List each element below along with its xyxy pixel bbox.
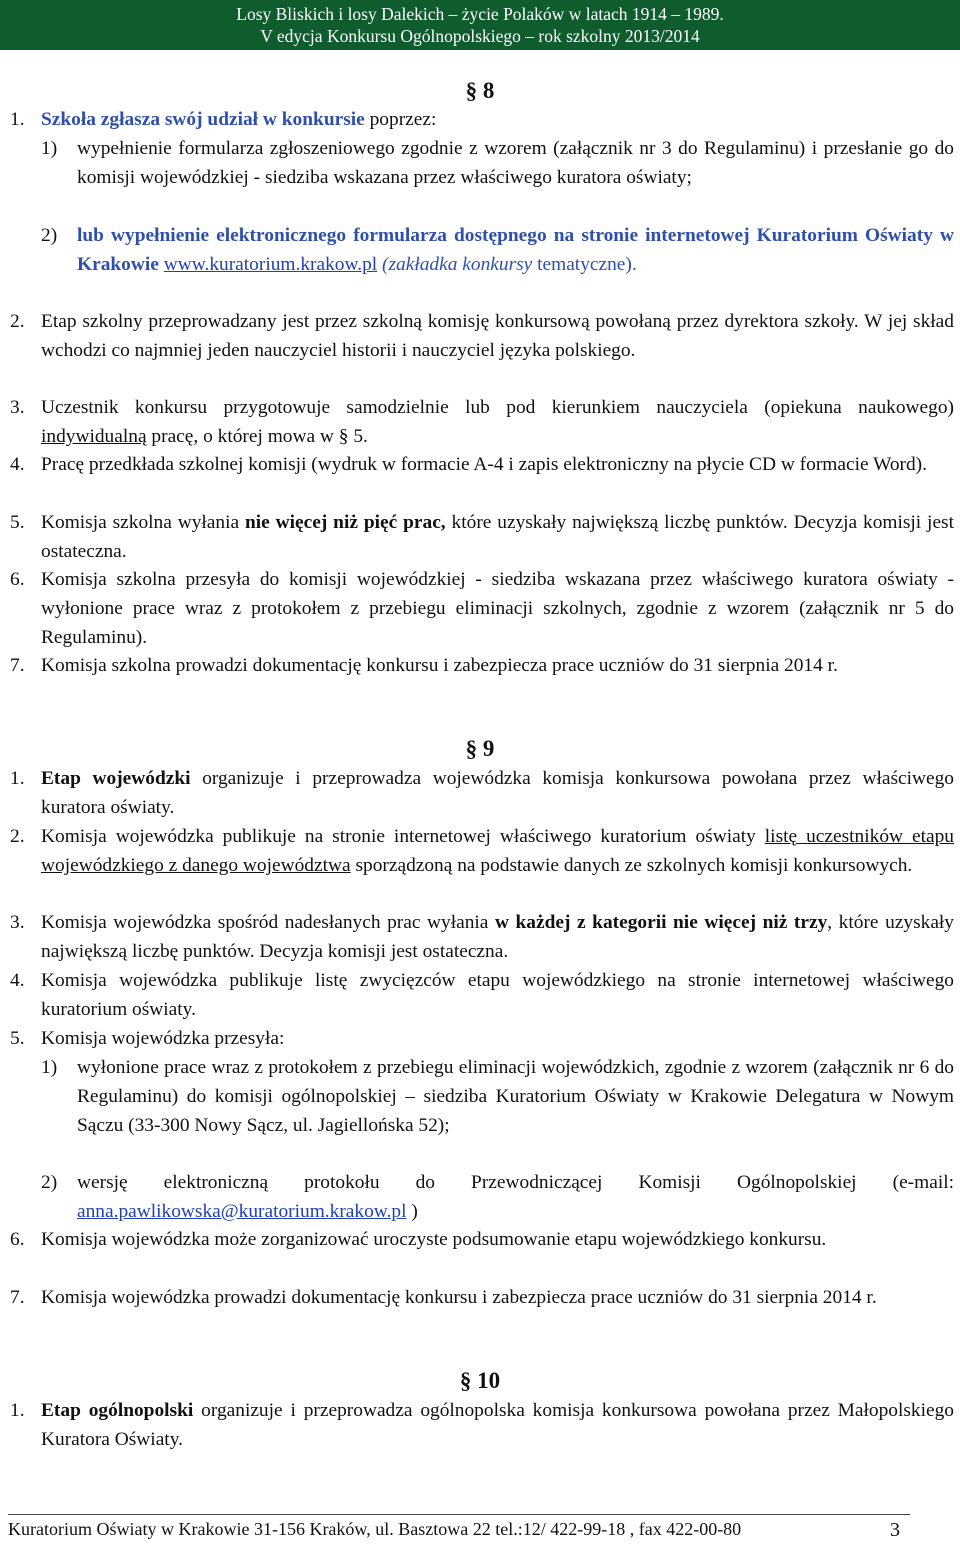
s9-point-1	[10, 765, 954, 823]
s8-point-3-text: Uczestnik konkursu przygotowuje samodzielnie lub pod kierunkiem nauczyciela (opiekuna naukowego)	[41, 397, 954, 418]
s10-point-1-number: 1.	[10, 1400, 25, 1421]
s8-point-6	[10, 566, 954, 652]
s9-point-2	[10, 823, 954, 881]
s8-sub-1	[41, 135, 954, 193]
s8-point-1-number: 1.	[10, 109, 25, 130]
s8-point-5-text: Komisja szkolna wyłania	[41, 512, 245, 533]
s8-point-2-text: Etap szkolny przeprowadzany jest przez szkolną komisję konkursową powołaną przez dyrektora szkoły. W jej skład wchodzi co najmniej jeden nauczyciel historii i nauczyciel języka polskiego.	[41, 311, 954, 361]
header-subtitle: V edycja Konkursu Ogólnopolskiego – rok szkolny 2013/2014	[260, 26, 700, 46]
s9-point-3-bold: w każdej z kategorii nie więcej niż trzy	[494, 912, 828, 933]
kuratorium-website-link[interactable]: www.kuratorium.krakow.pl	[163, 253, 378, 275]
s9-point-7	[10, 1284, 954, 1313]
section-10-heading: § 10	[459, 1368, 501, 1393]
s9-point-3	[10, 909, 954, 967]
s8-point-6-text: Komisja szkolna przesyła do komisji wojewódzkiej - siedziba wskazana przez właściwego kuratora oświaty - wyłonione prace wraz z protokołem z przebiegu eliminacji szkolnych, zgodnie z wzorem (załącznik nr 5 do Regulaminu).	[41, 569, 954, 648]
s9-sub-2-number: 2)	[41, 1172, 58, 1193]
footer-divider	[8, 1514, 910, 1515]
s9-point-5	[10, 1025, 954, 1054]
s9-sub-1	[41, 1054, 954, 1140]
s9-sub-1-number: 1)	[41, 1057, 58, 1078]
s8-point-3	[10, 394, 954, 452]
s8-point-3-number: 3.	[10, 397, 25, 418]
s9-sub-2	[41, 1169, 954, 1227]
header-title: Losy Bliskich i losy Dalekich – życie Polaków w latach 1914 – 1989.	[236, 4, 724, 24]
email-link[interactable]: anna.pawlikowska@kuratorium.krakow.pl	[77, 1200, 407, 1222]
s9-point-4-text: Komisja wojewódzka publikuje listę zwycięzców etapu wojewódzkiego na stronie internetowej właściwego kuratorium oświaty.	[41, 970, 954, 1020]
s10-point-1-text: organizuje i przeprowadza ogólnopolska komisja konkursowa powołana przez Małopolskiego Kuratora Oświaty.	[41, 1400, 954, 1450]
section-9-heading: § 9	[465, 736, 495, 761]
s8-point-4-text: Pracę przedkłada szkolnej komisji (wydruk w formacie A-4 i zapis elektroniczny na płycie CD w formacie Word).	[41, 454, 927, 475]
s8-point-4-number: 4.	[10, 454, 25, 475]
s8-sub-2-bold: lub wypełnienie elektronicznego formularza dostępnego na stronie internetowej Kuratorium Oświaty w Krakowie	[77, 225, 954, 275]
s9-point-7-number: 7.	[10, 1287, 25, 1308]
s8-point-1-bold: Szkoła zgłasza swój udział w konkursie	[41, 109, 365, 130]
s9-point-5-number: 5.	[10, 1028, 25, 1049]
s9-point-1-text: organizuje i przeprowadza wojewódzka komisja konkursowa powołana przez właściwego kuratora oświaty.	[41, 768, 954, 818]
s8-point-1-text: poprzez:	[364, 109, 437, 130]
s8-point-5	[10, 509, 954, 567]
s9-point-4-number: 4.	[10, 970, 25, 991]
s9-point-4	[10, 967, 954, 1025]
s8-point-1	[10, 106, 954, 135]
s9-point-3-text: Komisja wojewódzka spośród nadesłanych prac wyłania	[41, 912, 495, 933]
s8-point-6-number: 6.	[10, 569, 25, 590]
section-8-heading: § 8	[465, 78, 495, 103]
document-header	[0, 0, 960, 50]
s9-point-3-number: 3.	[10, 912, 25, 933]
page-number: 3	[890, 1519, 900, 1541]
s9-point-6-text: Komisja wojewódzka może zorganizować uroczyste podsumowanie etapu wojewódzkiego konkursu.	[41, 1229, 827, 1250]
s9-point-2-number: 2.	[10, 826, 25, 847]
s8-point-2	[10, 308, 954, 366]
s8-point-2-number: 2.	[10, 311, 25, 332]
s9-sub-1-text: wyłonione prace wraz z protokołem z przebiegu eliminacji wojewódzkich, zgodnie z wzorem (załącznik nr 6 do Regulaminu) do komisji ogólnopolskiej – siedziba Kuratorium Oświaty w Krakowie Delegatura w Nowym Sączu (33-300 Nowy Sącz, ul. Jagiellońska 52);	[77, 1057, 954, 1136]
s9-point-2-text: Komisja wojewódzka publikuje na stronie internetowej właściwego kuratorium oświaty	[41, 826, 765, 847]
s9-sub-2-text: wersję elektroniczną protokołu do Przewodniczącej Komisji Ogólnopolskiej (e-mail:	[77, 1172, 954, 1193]
s8-point-3-text-end: pracę, o której mowa w § 5.	[146, 425, 368, 447]
s9-point-1-number: 1.	[10, 768, 25, 789]
s9-point-2-text-end: sporządzoną na podstawie danych ze szkolnych komisji konkursowych.	[350, 854, 913, 876]
s9-point-5-text: Komisja wojewódzka przesyła:	[41, 1028, 285, 1049]
s9-point-1-bold: Etap wojewódzki	[41, 768, 191, 789]
footer-address: Kuratorium Oświaty w Krakowie 31-156 Kraków, ul. Basztowa 22 tel.:12/ 422-99-18 , fax 422-00-80	[8, 1519, 742, 1539]
s8-sub-2	[41, 222, 954, 280]
s8-point-7	[10, 652, 954, 681]
s8-sub-2-number: 2)	[41, 225, 58, 246]
s8-point-5-bold: nie więcej niż pięć prac,	[244, 512, 446, 533]
s8-sub-2-italic: (zakładka konkursy	[382, 253, 533, 275]
s9-point-6	[10, 1226, 954, 1255]
s8-point-7-number: 7.	[10, 655, 25, 676]
s10-point-1-bold: Etap ogólnopolski	[41, 1400, 194, 1421]
s8-point-5-number: 5.	[10, 512, 25, 533]
s10-point-1	[10, 1397, 954, 1455]
page-footer	[8, 1519, 900, 1541]
s9-point-7-text: Komisja wojewódzka prowadzi dokumentację konkursu i zabezpiecza prace uczniów do 31 sierpnia 2014 r.	[41, 1287, 877, 1308]
s8-sub-1-text: wypełnienie formularza zgłoszeniowego zgodnie z wzorem (załącznik nr 3 do Regulaminu) i przesłanie go do komisji wojewódzkiej - siedziba wskazana przez właściwego kuratora oświaty;	[77, 138, 954, 188]
s9-point-6-number: 6.	[10, 1229, 25, 1250]
s8-sub-1-number: 1)	[41, 138, 58, 159]
s8-point-4	[10, 451, 954, 480]
s9-sub-2-text-end: )	[406, 1200, 418, 1222]
s8-sub-2-end: tematyczne).	[537, 253, 637, 275]
s9-point-2-underline: listę uczestników etapu wojewódzkiego z danego województwa	[41, 826, 954, 876]
s8-point-5-text-end: które uzyskały największą liczbę punktów. Decyzja komisji jest ostateczna.	[41, 512, 954, 562]
s8-point-7-text: Komisja szkolna prowadzi dokumentację konkursu i zabezpiecza prace uczniów do 31 sierpnia 2014 r.	[41, 655, 838, 676]
s8-point-3-underline: indywidualną	[41, 425, 147, 447]
s9-point-3-text-end: , które uzyskały największą liczbę punktów. Decyzja komisji jest ostateczna.	[41, 912, 955, 962]
